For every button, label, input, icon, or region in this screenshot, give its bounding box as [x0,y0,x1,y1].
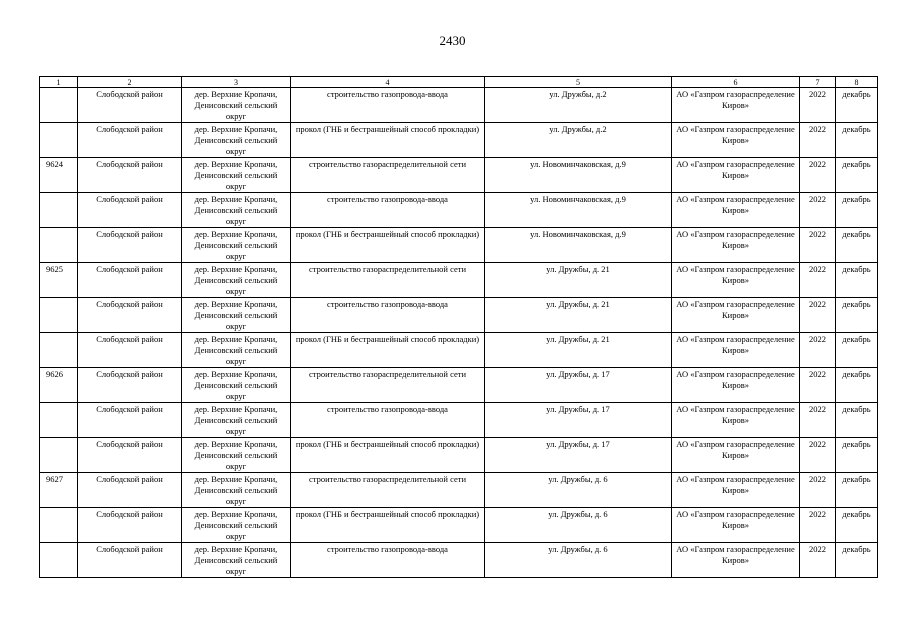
locality-cell: дер. Верхние Кропачи, Денисовский сельский округ [182,123,291,158]
table-row [40,298,878,333]
organization-cell: АО «Газпром газораспределение Киров» [672,228,800,263]
row-number [40,508,78,543]
address-cell: ул. Дружбы, д. 21 [485,298,672,333]
work-type-cell: строительство газопровода-ввода [291,403,485,438]
address-cell: ул. Новоминчаковская, д.9 [485,228,672,263]
month-cell: декабрь [836,438,878,473]
locality-cell: дер. Верхние Кропачи, Денисовский сельский округ [182,333,291,368]
column-number: 7 [800,77,836,88]
month-cell: декабрь [836,368,878,403]
row-number [40,403,78,438]
year-cell: 2022 [800,193,836,228]
month-cell: декабрь [836,403,878,438]
district-cell: Слободской район [78,88,182,123]
work-type-cell: строительство газораспределительной сети [291,263,485,298]
locality-cell: дер. Верхние Кропачи, Денисовский сельский округ [182,368,291,403]
organization-cell: АО «Газпром газораспределение Киров» [672,368,800,403]
organization-cell: АО «Газпром газораспределение Киров» [672,193,800,228]
table-row [40,193,878,228]
district-cell: Слободской район [78,263,182,298]
locality-cell: дер. Верхние Кропачи, Денисовский сельский округ [182,158,291,193]
work-type-cell: прокол (ГНБ и бестраншейный способ прокладки) [291,508,485,543]
locality-cell: дер. Верхние Кропачи, Денисовский сельский округ [182,193,291,228]
locality-cell: дер. Верхние Кропачи, Денисовский сельский округ [182,228,291,263]
work-type-cell: строительство газораспределительной сети [291,368,485,403]
organization-cell: АО «Газпром газораспределение Киров» [672,158,800,193]
row-number [40,543,78,578]
locality-cell: дер. Верхние Кропачи, Денисовский сельский округ [182,508,291,543]
row-number: 9627 [40,473,78,508]
year-cell: 2022 [800,158,836,193]
work-type-cell: прокол (ГНБ и бестраншейный способ прокладки) [291,438,485,473]
organization-cell: АО «Газпром газораспределение Киров» [672,298,800,333]
row-number: 9625 [40,263,78,298]
locality-cell: дер. Верхние Кропачи, Денисовский сельский округ [182,263,291,298]
row-number [40,298,78,333]
column-number: 4 [291,77,485,88]
district-cell: Слободской район [78,123,182,158]
month-cell: декабрь [836,543,878,578]
month-cell: декабрь [836,193,878,228]
row-number: 9624 [40,158,78,193]
row-number [40,228,78,263]
locality-cell: дер. Верхние Кропачи, Денисовский сельский округ [182,403,291,438]
year-cell: 2022 [800,368,836,403]
work-type-cell: строительство газопровода-ввода [291,543,485,578]
page-number: 2430 [439,33,466,48]
month-cell: декабрь [836,228,878,263]
district-cell: Слободской район [78,403,182,438]
address-cell: ул. Дружбы, д. 21 [485,333,672,368]
year-cell: 2022 [800,473,836,508]
district-cell: Слободской район [78,473,182,508]
address-cell: ул. Дружбы, д. 6 [485,508,672,543]
work-type-cell: строительство газопровода-ввода [291,298,485,333]
year-cell: 2022 [800,298,836,333]
month-cell: декабрь [836,473,878,508]
month-cell: декабрь [836,333,878,368]
year-cell: 2022 [800,333,836,368]
work-type-cell: строительство газораспределительной сети [291,158,485,193]
row-number [40,333,78,368]
district-cell: Слободской район [78,193,182,228]
table-row [40,228,878,263]
locality-cell: дер. Верхние Кропачи, Денисовский сельский округ [182,298,291,333]
month-cell: декабрь [836,123,878,158]
address-cell: ул. Новоминчаковская, д.9 [485,158,672,193]
work-type-cell: прокол (ГНБ и бестраншейный способ прокладки) [291,228,485,263]
row-number [40,193,78,228]
work-type-cell: прокол (ГНБ и бестраншейный способ прокладки) [291,123,485,158]
locality-cell: дер. Верхние Кропачи, Денисовский сельский округ [182,473,291,508]
table-row [40,333,878,368]
district-cell: Слободской район [78,543,182,578]
locality-cell: дер. Верхние Кропачи, Денисовский сельский округ [182,543,291,578]
table-row [40,438,878,473]
organization-cell: АО «Газпром газораспределение Киров» [672,438,800,473]
address-cell: ул. Дружбы, д. 21 [485,263,672,298]
address-cell: ул. Дружбы, д.2 [485,123,672,158]
address-cell: ул. Дружбы, д. 6 [485,473,672,508]
table-row [40,88,878,123]
column-number: 2 [78,77,182,88]
column-number: 3 [182,77,291,88]
year-cell: 2022 [800,543,836,578]
work-type-cell: строительство газопровода-ввода [291,193,485,228]
year-cell: 2022 [800,403,836,438]
column-number-row [40,77,878,88]
year-cell: 2022 [800,263,836,298]
row-number [40,88,78,123]
address-cell: ул. Дружбы, д. 17 [485,368,672,403]
address-cell: ул. Новоминчаковская, д.9 [485,193,672,228]
table-row [40,508,878,543]
month-cell: декабрь [836,508,878,543]
district-cell: Слободской район [78,438,182,473]
organization-cell: АО «Газпром газораспределение Киров» [672,543,800,578]
month-cell: декабрь [836,263,878,298]
column-number: 8 [836,77,878,88]
work-type-cell: строительство газораспределительной сети [291,473,485,508]
row-number: 9626 [40,368,78,403]
table-row [40,403,878,438]
register-table [39,76,878,578]
year-cell: 2022 [800,508,836,543]
address-cell: ул. Дружбы, д. 17 [485,403,672,438]
column-number: 1 [40,77,78,88]
table-row [40,123,878,158]
table-row [40,543,878,578]
year-cell: 2022 [800,88,836,123]
table-row [40,263,878,298]
district-cell: Слободской район [78,158,182,193]
district-cell: Слободской район [78,368,182,403]
year-cell: 2022 [800,228,836,263]
organization-cell: АО «Газпром газораспределение Киров» [672,508,800,543]
locality-cell: дер. Верхние Кропачи, Денисовский сельский округ [182,438,291,473]
organization-cell: АО «Газпром газораспределение Киров» [672,473,800,508]
district-cell: Слободской район [78,298,182,333]
address-cell: ул. Дружбы, д. 6 [485,543,672,578]
district-cell: Слободской район [78,508,182,543]
district-cell: Слободской район [78,228,182,263]
year-cell: 2022 [800,123,836,158]
work-type-cell: прокол (ГНБ и бестраншейный способ прокладки) [291,333,485,368]
table-row [40,158,878,193]
month-cell: декабрь [836,298,878,333]
work-type-cell: строительство газопровода-ввода [291,88,485,123]
organization-cell: АО «Газпром газораспределение Киров» [672,403,800,438]
district-cell: Слободской район [78,333,182,368]
organization-cell: АО «Газпром газораспределение Киров» [672,88,800,123]
month-cell: декабрь [836,88,878,123]
organization-cell: АО «Газпром газораспределение Киров» [672,123,800,158]
year-cell: 2022 [800,438,836,473]
row-number [40,438,78,473]
organization-cell: АО «Газпром газораспределение Киров» [672,333,800,368]
column-number: 5 [485,77,672,88]
row-number [40,123,78,158]
locality-cell: дер. Верхние Кропачи, Денисовский сельский округ [182,88,291,123]
address-cell: ул. Дружбы, д. 17 [485,438,672,473]
column-number: 6 [672,77,800,88]
month-cell: декабрь [836,158,878,193]
address-cell: ул. Дружбы, д.2 [485,88,672,123]
table-row [40,368,878,403]
organization-cell: АО «Газпром газораспределение Киров» [672,263,800,298]
table-row [40,473,878,508]
